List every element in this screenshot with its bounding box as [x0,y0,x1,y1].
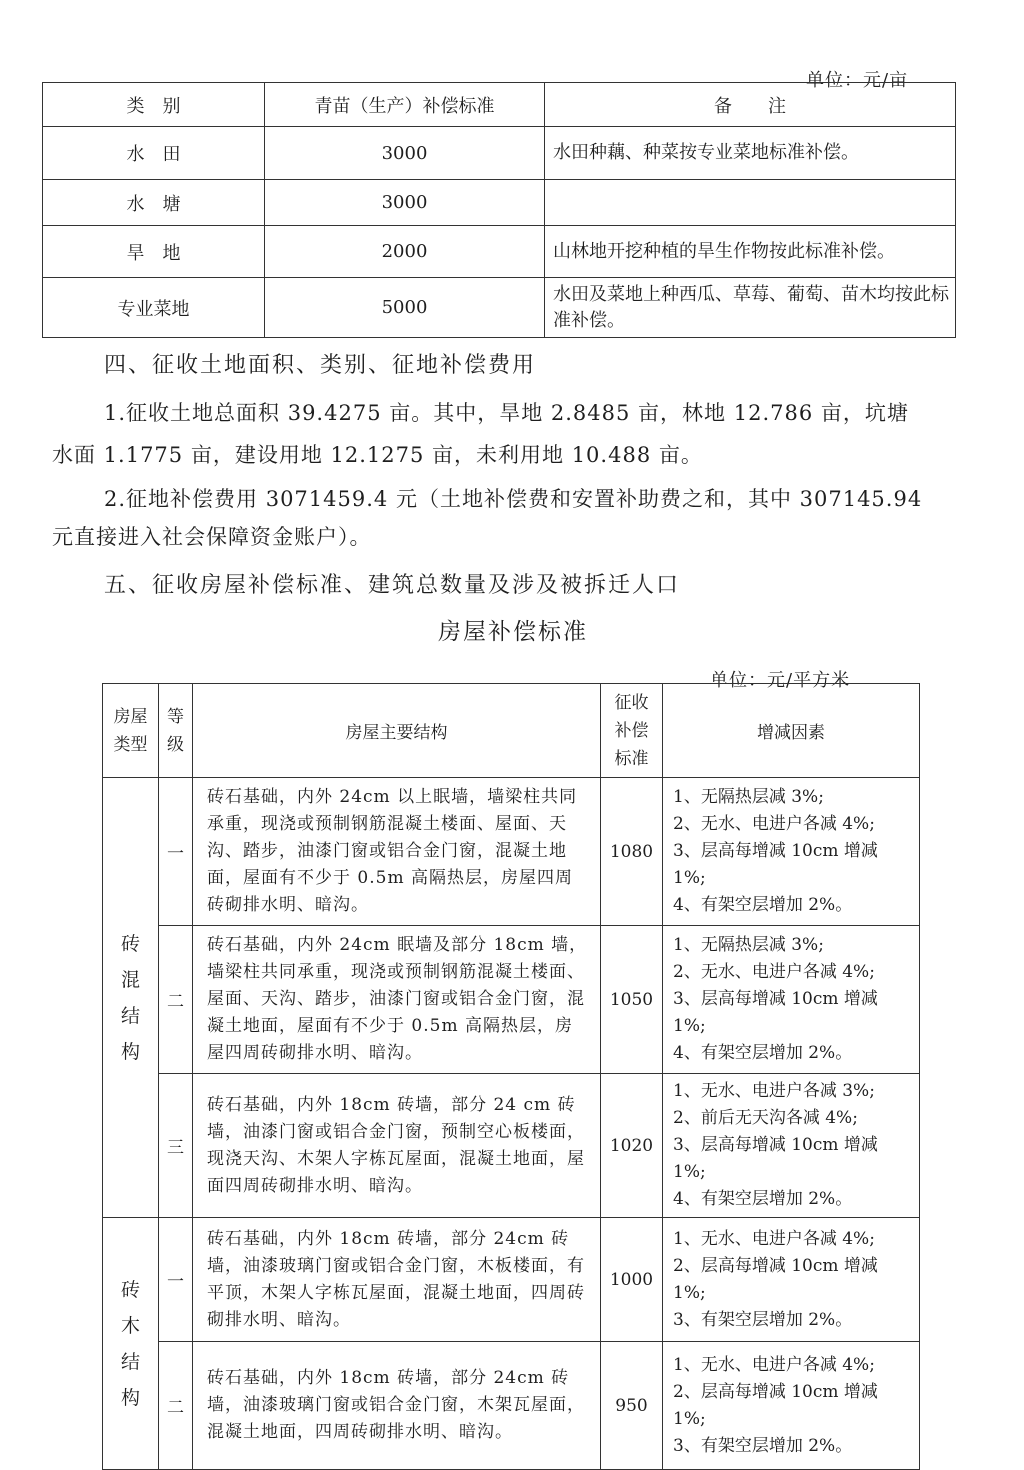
standard-cell: 3000 [265,127,545,180]
factors-cell [663,1074,920,1218]
structure-cell: 砖石基础，内外 24cm 以上眠墙，墙梁柱共同承重，现浇或预制钢筋混凝土楼面、屋面、天沟、踏步，油漆门窗或铝合金门窗，混凝土地面，屋面有不少于 0.5m 高隔热层，房屋四周砖砌排水明、暗沟。 [193,778,601,926]
factors-cell [663,1342,920,1470]
factors-cell [663,1218,920,1342]
header-house-type: 房屋类型 [103,684,159,778]
header-remark: 备 注 [545,83,956,127]
house-type-label: 砖混结构 [120,932,140,1063]
grade-cell: 一 [159,1218,193,1342]
price-cell: 950 [601,1342,663,1470]
factor-item: 2、层高每增减 10cm 增减 1%; [673,1381,878,1429]
factor-item: 4、有架空层增加 2%。 [673,1189,853,1209]
remark-cell: 水田种藕、种菜按专业菜地标准补偿。 [545,127,956,180]
table-row [103,1074,920,1218]
structure-cell: 砖石基础，内外 24cm 眠墙及部分 18cm 墙，墙梁柱共同承重，现浇或预制钢筋混凝土楼面、屋面、天沟、踏步，油漆门窗或铝合金门窗，混凝土地面，屋面有不少于 0.5m 高隔热层，房屋四周砖砌排水明、暗沟。 [193,926,601,1074]
header-structure: 房屋主要结构 [193,684,601,778]
price-cell: 1050 [601,926,663,1074]
factor-item: 1、无水、电进户各减 3%; [673,1081,875,1101]
header-standard: 青苗（生产）补偿标准 [265,83,545,127]
section5-heading: 五、征收房屋补偿标准、建筑总数量及涉及被拆迁人口 [104,573,681,598]
section4-p1-line2: 水面 1.1775 亩，建设用地 12.1275 亩，未利用地 10.488 亩。 [52,443,703,467]
table-row [43,278,956,338]
factor-item: 1、无隔热层减 3%; [673,787,824,807]
factor-item: 2、无水、电进户各减 4%; [673,814,875,834]
header-category: 类 别 [43,83,265,127]
price-cell: 1000 [601,1218,663,1342]
house-type-label: 砖木结构 [120,1278,140,1409]
factor-item: 1、无水、电进户各减 4%; [673,1354,875,1375]
house-compensation-table [102,683,920,1470]
table2-header-row [103,684,920,778]
header-grade: 等级 [159,684,193,778]
section4-heading: 四、征收土地面积、类别、征地补偿费用 [104,353,537,378]
factors-cell [663,926,920,1074]
structure-cell: 砖石基础，内外 18cm 砖墙，部分 24cm 砖墙，油漆玻璃门窗或铝合金门窗，木架瓦屋面，混凝土地面，四周砖砌排水明、暗沟。 [193,1342,601,1470]
table-row [103,1218,920,1342]
factor-item: 3、层高每增减 10cm 增减 1%; [673,841,878,888]
table-row [43,180,956,226]
grade-cell: 二 [159,926,193,1074]
table-row [43,226,956,278]
standard-cell: 2000 [265,226,545,278]
grade-cell: 三 [159,1074,193,1218]
standard-cell: 3000 [265,180,545,226]
price-cell: 1020 [601,1074,663,1218]
factor-item: 3、有架空层增加 2%。 [673,1435,853,1456]
table-row [103,926,920,1074]
section4-p2-line1: 2.征地补偿费用 3071459.4 元（土地补偿费和安置补助费之和，其中 307145.94 [104,487,923,511]
house-table-title: 房屋补偿标准 [438,619,588,645]
factor-item: 3、有架空层增加 2%。 [673,1309,853,1330]
table2-unit: 单位：元/平方米 [710,670,851,691]
section4-p1-line1: 1.征收土地总面积 39.4275 亩。其中，旱地 2.8485 亩，林地 12.786 亩，坑塘 [104,401,909,425]
factor-item: 2、无水、电进户各减 4%; [673,962,875,982]
remark-cell: 山林地开挖种植的旱生作物按此标准补偿。 [545,226,956,278]
category-cell: 旱 地 [43,226,265,278]
table-row [43,127,956,180]
factor-item: 2、层高每增减 10cm 增减 1%; [673,1255,878,1303]
remark-cell: 水田及菜地上种西瓜、草莓、葡萄、苗木均按此标准补偿。 [545,278,956,338]
table-row [103,1342,920,1470]
factor-item: 1、无隔热层减 3%; [673,935,824,955]
house-type-cell [103,778,159,1218]
table-row [103,778,920,926]
factor-item: 3、层高每增减 10cm 增减 1%; [673,1135,878,1182]
remark-cell [545,180,956,226]
table1-unit: 单位：元/亩 [806,70,909,91]
factor-item: 1、无水、电进户各减 4%; [673,1228,875,1249]
factor-item: 2、前后无天沟各减 4%; [673,1108,858,1128]
price-cell: 1080 [601,778,663,926]
category-cell: 水 田 [43,127,265,180]
seedling-compensation-table [42,82,956,338]
structure-cell: 砖石基础，内外 18cm 砖墙，部分 24cm 砖墙，油漆玻璃门窗或铝合金门窗，木板楼面，有平顶，木架人字栋瓦屋面，混凝土地面，四周砖砌排水明、暗沟。 [193,1218,601,1342]
factor-item: 4、有架空层增加 2%。 [673,895,853,915]
header-price: 征收补偿标准 [601,684,663,778]
grade-cell: 一 [159,778,193,926]
grade-cell: 二 [159,1342,193,1470]
header-factors: 增减因素 [663,684,920,778]
structure-cell: 砖石基础，内外 18cm 砖墙，部分 24 cm 砖墙，油漆门窗或铝合金门窗，预制空心板楼面，现浇天沟、木架人字栋瓦屋面，混凝土地面，屋面四周砖砌排水明、暗沟。 [193,1074,601,1218]
factor-item: 4、有架空层增加 2%。 [673,1043,853,1063]
section4-p2-line2: 元直接进入社会保障资金账户）。 [52,525,372,549]
factor-item: 3、层高每增减 10cm 增减 1%; [673,989,878,1036]
category-cell: 水 塘 [43,180,265,226]
house-type-cell [103,1218,159,1470]
standard-cell: 5000 [265,278,545,338]
factors-cell [663,778,920,926]
table1-header-row [43,83,956,127]
category-cell: 专业菜地 [43,278,265,338]
